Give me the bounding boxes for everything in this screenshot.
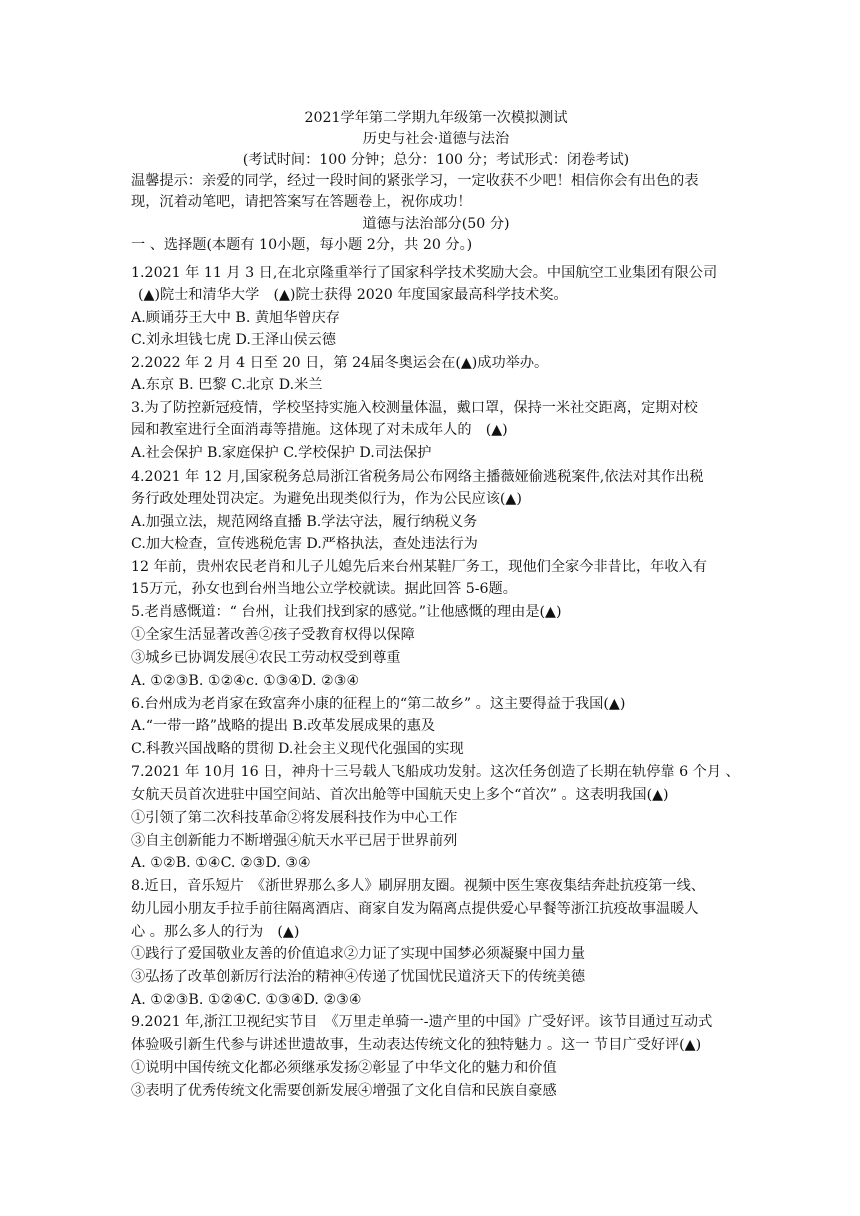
q7-item-2: ③自主创新能力不断增强④航天水平已居于世界前列 xyxy=(131,833,458,849)
q5-item-2: ③城乡已协调发展④农民工劳动权受到尊重 xyxy=(131,650,401,666)
q5-stem: 5.老肖感慨道：“ 台州，让我们找到家的感觉。”让他感慨的理由是(▲) xyxy=(131,604,562,620)
q7-stem-1: 7.2021 年 10月 16 日，神舟十三号载人飞船成功发射。这次任务创造了长期在轨停靠 6 个月 、 xyxy=(131,764,740,780)
q2-options: A.东京 B. 巴黎 C.北京 D.米兰 xyxy=(131,377,323,393)
q1-stem-1: 1.2021 年 11 月 3 日,在北京隆重举行了国家科学技术奖励大会。中国航空工业集团有限公司 xyxy=(131,265,718,281)
exam-subject: 历史与社会·道德与法治 xyxy=(362,131,510,147)
q3-stem-1: 3.为了防控新冠疫情，学校坚持实施入校测量体温，戴口罩，保持一米社交距离，定期对校 xyxy=(131,400,698,416)
q1-option-1: A.顾诵芬王大中 B. 黄旭华曾庆存 xyxy=(131,310,340,326)
tip-line-1: 温馨提示：亲爱的同学，经过一段时间的紧张学习，一定收获不少吧！相信你会有出色的表 xyxy=(131,173,699,189)
q6-option-2: C.科教兴国战略的贯彻 D.社会主义现代化强国的实现 xyxy=(131,741,464,757)
q6-option-1: A.“一带一路”战略的提出 B.改革发展成果的惠及 xyxy=(131,718,436,734)
q7-options: A. ①②B. ①④C. ②③D. ③④ xyxy=(131,855,311,871)
q4-option-2: C.加大检查，宣传逃税危害 D.严格执法，查处违法行为 xyxy=(131,536,478,552)
q1-stem-2: (▲)院士和清华大学 (▲)院士获得 2020 年度国家最高科学技术奖。 xyxy=(138,287,568,303)
q8-stem-3: 心 。那么多人的行为 (▲) xyxy=(131,924,300,940)
q2-stem: 2.2022 年 2 月 4 日至 20 日，第 24届冬奥运会在(▲)成功举办。 xyxy=(131,355,549,371)
part-heading: 一 、选择题(本题有 10小题，每小题 2分，共 20 分。) xyxy=(131,237,473,253)
material-line-1: 12 年前，贵州农民老肖和儿子儿媳先后来台州某鞋厂务工，现他们全家今非昔比，年收入有 xyxy=(131,559,707,575)
q9-stem-2: 体验吸引新生代参与讲述世遗故事，生动表达传统文化的独特魅力 。这一 节目广受好评(▲) xyxy=(131,1037,702,1053)
q8-item-2: ③弘扬了改革创新厉行法治的精神④传递了忧国忧民道济天下的传统美德 xyxy=(131,969,586,985)
exam-title: 2021学年第二学期九年级第一次模拟测试 xyxy=(304,110,568,126)
q7-stem-2: 女航天员首次进驻中国空间站、首次出舱等中国航天史上多个“首次” 。这表明我国(▲) xyxy=(131,787,669,803)
exam-info: (考试时间：100 分钟；总分：100 分；考试形式：闭卷考试) xyxy=(242,152,630,168)
q6-stem: 6.台州成为老肖家在致富奔小康的征程上的“第二故乡” 。这主要得益于我国(▲) xyxy=(131,696,626,712)
q4-stem-1: 4.2021 年 12 月,国家税务总局浙江省税务局公布网络主播薇娅偷逃税案件,依法对其作出税 xyxy=(131,469,704,485)
q8-item-1: ①践行了爱国敬业友善的价值追求②力证了实现中国梦必须凝聚中国力量 xyxy=(131,946,586,962)
tip-line-2: 现，沉着动笔吧，请把答案写在答题卷上，祝你成功！ xyxy=(131,194,472,210)
q8-stem-2: 幼儿园小朋友手拉手前往隔离酒店、商家自发为隔离点提供爱心早餐等浙江抗疫故事温暖人 xyxy=(131,901,699,917)
q9-stem-1: 9.2021 年,浙江卫视纪实节目 《万里走单骑一-遗产里的中国》广受好评。该节目通过互动式 xyxy=(131,1014,713,1030)
q9-item-1: ①说明中国传统文化都必须继承发扬②彰显了中华文化的魅力和价值 xyxy=(131,1060,557,1076)
q8-options: A. ①②③B. ①②④C. ①③④D. ②③④ xyxy=(131,992,362,1008)
q3-options: A.社会保护 B.家庭保护 C.学校保护 D.司法保护 xyxy=(131,445,432,461)
q4-stem-2: 务行政处理处罚决定。为避免出现类似行为，作为公民应该(▲) xyxy=(131,491,522,507)
material-line-2: 15万元，孙女也到台州当地公立学校就读。据此回答 5-6题。 xyxy=(131,581,517,597)
q9-item-2: ③表明了优秀传统文化需要创新发展④增强了文化自信和民族自豪感 xyxy=(131,1083,557,1099)
q4-option-1: A.加强立法，规范网络直播 B.学法守法，履行纳税义务 xyxy=(131,514,478,530)
q8-stem-1: 8.近日，音乐短片 《浙世界那么多人》刷屏朋友圈。视频中医生寒夜集结奔赴抗疫第一线、 xyxy=(131,878,705,894)
q3-stem-2: 园和教室进行全面消毒等措施。这体现了对未成年人的 (▲) xyxy=(131,422,508,438)
q5-options: A. ①②③B. ①②④c. ①③④D. ②③④ xyxy=(131,673,360,689)
q1-option-2: C.刘永坦钱七虎 D.王泽山侯云德 xyxy=(131,332,336,348)
q5-item-1: ①全家生活显著改善②孩子受教育权得以保障 xyxy=(131,627,415,643)
q7-item-1: ①引领了第二次科技革命②将发展科技作为中心工作 xyxy=(131,810,458,826)
section-title: 道德与法治部分(50 分) xyxy=(362,216,510,232)
